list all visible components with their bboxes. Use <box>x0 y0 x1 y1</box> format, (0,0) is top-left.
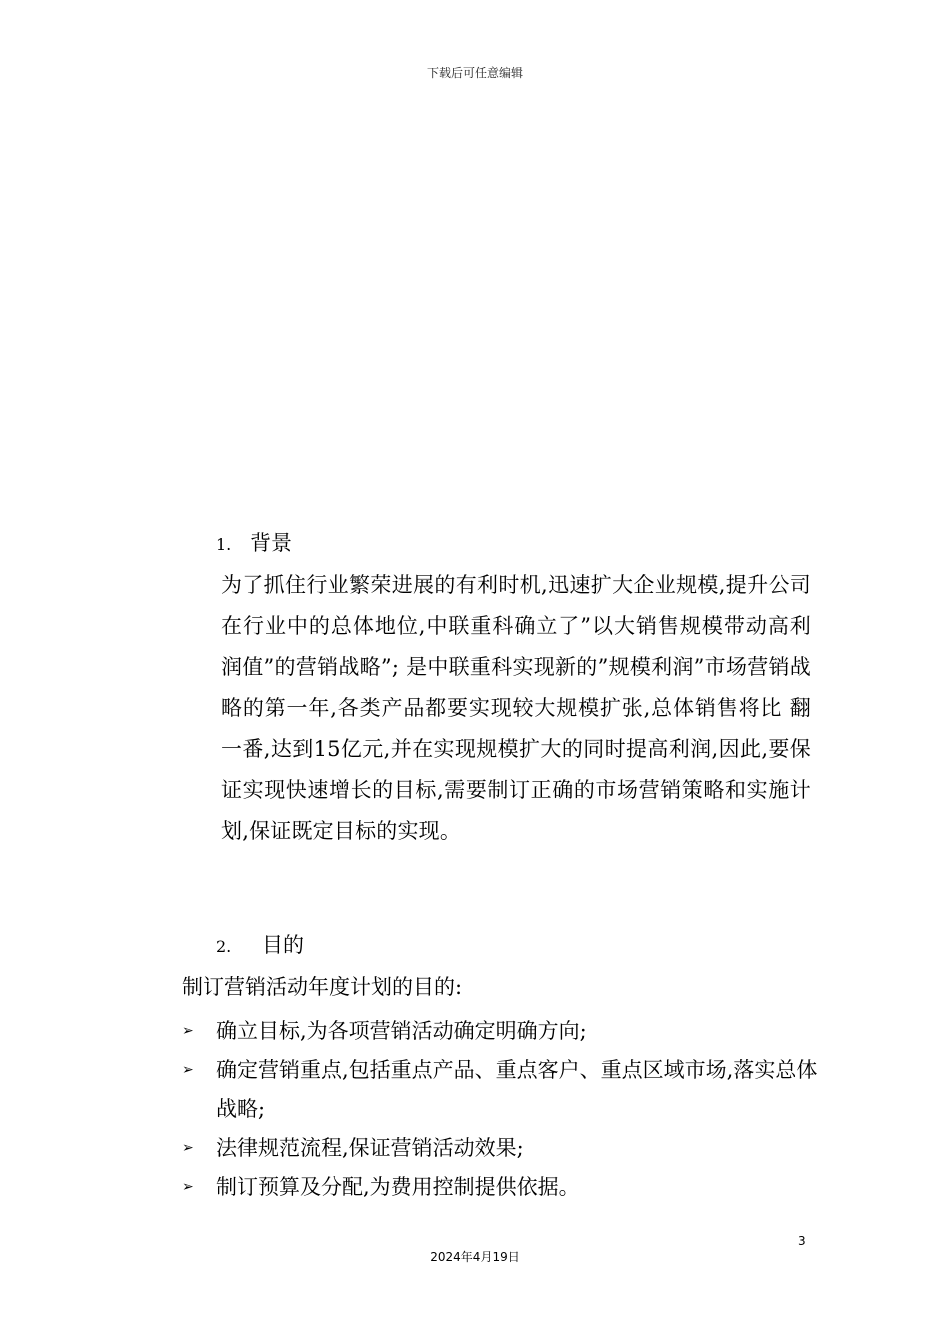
purpose-list <box>182 1012 822 1207</box>
page-header: 下载后可任意编辑 <box>426 66 523 80</box>
list-item <box>182 1012 822 1051</box>
purpose-intro: 制订营销活动年度计划的目的: <box>182 975 463 999</box>
list-item-text: 确定营销重点,包括重点产品、重点客户、重点区域市场,落实总体战略; <box>216 1058 818 1121</box>
section-number: 2. <box>216 937 232 956</box>
arrowhead-bullet-icon: ➢ <box>182 1140 194 1156</box>
list-item <box>182 1129 822 1168</box>
section-title: 目的 <box>262 933 304 957</box>
arrowhead-bullet-icon: ➢ <box>182 1023 194 1039</box>
arrowhead-bullet-icon: ➢ <box>182 1179 194 1195</box>
page-number: 3 <box>798 1234 806 1248</box>
section-heading-purpose <box>216 930 304 962</box>
list-item-text: 法律规范流程,保证营销活动效果; <box>216 1136 524 1160</box>
footer-date: 2024年4月19日 <box>430 1250 520 1264</box>
arrowhead-bullet-icon: ➢ <box>182 1062 194 1078</box>
section-title: 背景 <box>250 531 292 555</box>
background-paragraph: 为了抓住行业繁荣进展的有利时机,迅速扩大企业规模,提升公司在行业中的总体地位,中联重科确立了”以大销售规模带动高利润值”的营销战略”; 是中联重科实现新的”规模利润”市场营销战略的第一年,各类产品都要实现较大规模扩张,总体销售将比 翻一番,达到15亿元,并在实现规模扩大的同时提高利润,因此,要保证实现快速增长的目标,需要制订正确的市场营销策略和实施计划,保证既定目标的实现。 <box>221 573 811 843</box>
section-heading-background <box>216 528 292 560</box>
list-item-text: 确立目标,为各项营销活动确定明确方向; <box>216 1019 587 1043</box>
list-item <box>182 1168 822 1207</box>
section-number: 1. <box>216 535 232 554</box>
list-item <box>182 1051 822 1129</box>
list-item-text: 制订预算及分配,为费用控制提供依据。 <box>216 1175 580 1199</box>
